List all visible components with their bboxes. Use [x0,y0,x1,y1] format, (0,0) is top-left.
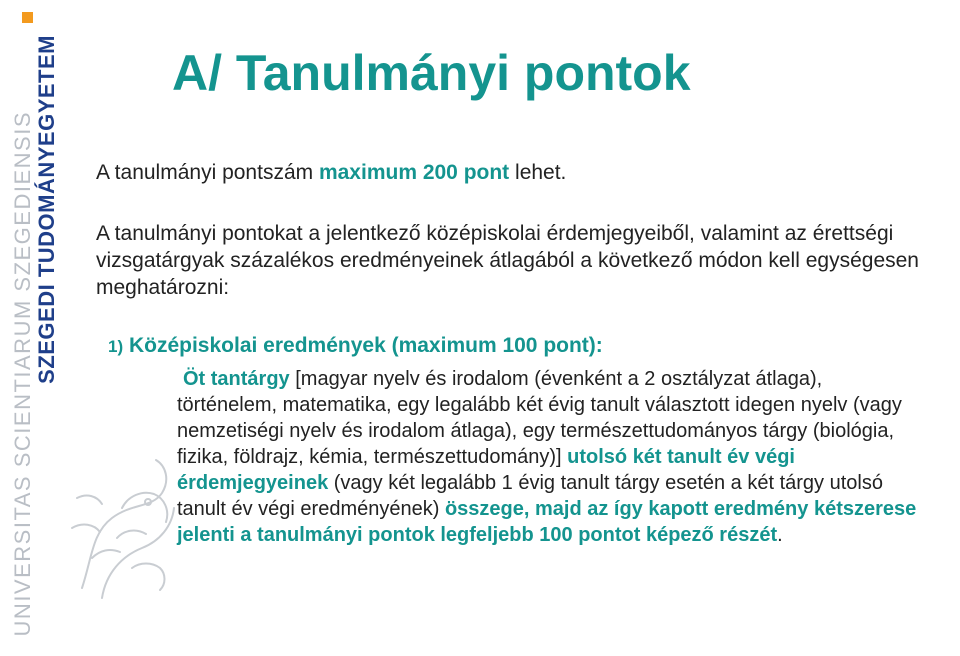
max-points-pre: A tanulmányi pontszám [96,161,319,184]
detail-subjects-text: [magyar nyelv és irodalom (évenként a 2 osztályzat átlaga), történelem, matematika, egy legalább két évig tanult választott idegen nyelv (vagy nemzetiségi nyelv és irodalom átlaga), egy természettudományos tárgy (biológia, fizika, földrajz, kémia, természettudomány)] [177,368,902,468]
university-emblem-icon [62,438,192,608]
detail-end: . [777,524,783,546]
university-name: SZEGEDI TUDOMÁNYEGYETEM [34,35,59,384]
section-detail-paragraph [177,366,917,548]
section-heading [108,334,603,358]
max-points-paragraph [96,159,566,186]
detail-highlight-sum: összege, majd az így kapott eredmény kétszerese jelenti a tanulmányi pontok legfeljebb 100 pontot képező részét [177,498,917,546]
university-side-band [0,0,64,656]
slide-title: A/ Tanulmányi pontok [172,45,691,101]
orange-square-mark [22,12,33,23]
method-paragraph: A tanulmányi pontokat a jelentkező középiskolai érdemjegyeiből, valamint az érettségi vizsgatárgyak százalékos eredményeinek átlagából a következő módon kell egységesen meghatározni: [96,222,919,299]
max-points-post: lehet. [509,161,567,184]
detail-grades-text: (vagy két legalább 1 évig tanult tárgy esetén a két tárgy utolsó tanult év végi eredményének) [177,472,883,520]
detail-highlight-grades: utolsó két tanult év végi érdemjegyeinek [177,446,795,494]
section-heading-text: Középiskolai eredmények (maximum 100 pont): [128,334,603,357]
latin-motto: UNIVERSITAS SCIENTIARUM SZEGEDIENSIS [10,110,35,636]
detail-highlight-subjects: Öt tantárgy [183,368,290,390]
section-number: 1) [108,337,124,356]
max-points-highlight: maximum 200 pont [318,161,510,184]
